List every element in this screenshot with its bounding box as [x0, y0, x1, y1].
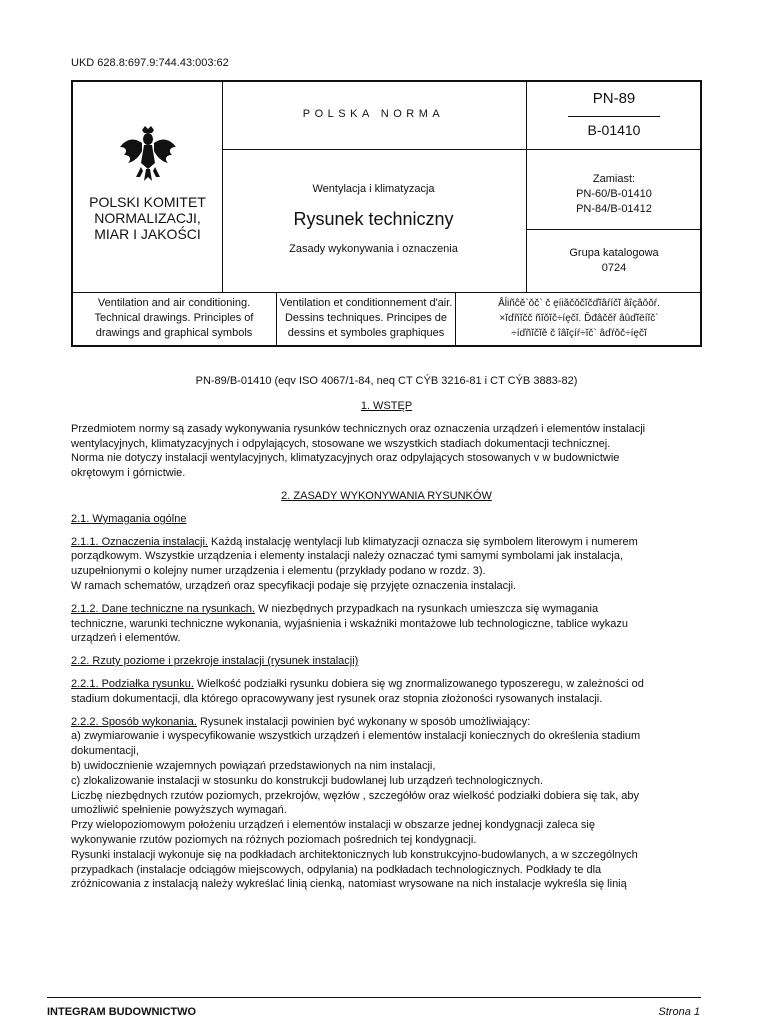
- section-2-1-heading: 2.1. Wymagania ogólne: [71, 512, 187, 525]
- section-2-2-1-paragraph: 2.2.1. Podziałka rysunku. Wielkość podziałki rysunku dobiera się wg znormalizowanego typoszeregu, w zależności od stadium dokumentacji, dla którego opracowywany jest rysunek oraz stopnia złożoności rysowanych instalacji.: [71, 677, 644, 705]
- section-2-2-heading: 2.2. Rzuty poziome i przekroje instalacji (rysunek instalacji): [71, 655, 359, 668]
- footer-rule: [47, 997, 701, 998]
- standard-code: B-01410: [587, 122, 641, 138]
- section-2-1-2-paragraph: 2.1.2. Dane techniczne na rysunkach. W niezbędnych przypadkach na rysunkach umieszcza się wymagania techniczne, warunki techniczne wykonania, wyjaśnienia i wskaźniki montażowe lub technologiczne, tablice wykazu urządzeń i elementów.: [71, 602, 629, 645]
- footer-page-number: Strona 1: [658, 1006, 700, 1018]
- catalog-group: Grupa katalogowa 0724: [569, 247, 659, 274]
- standard-subtitle: Wentylacja i klimatyzacja: [312, 183, 435, 195]
- standard-subsubtitle: Zasady wykonywania i oznaczenia: [289, 243, 458, 255]
- footer-publisher: INTEGRAM BUDOWNICTWO: [47, 1006, 197, 1018]
- section-2-1-1-paragraph: 2.1.1. Oznaczenia instalacji. Każdą instalację wentylacji lub klimatyzacji oznacza się symbolem literowym i numerem porządkowym. Wszystkie urządzenia i elementy instalacji należy oznaczać tymi samymi symbolami jak instalacja, uzupełnionymi o kolejny numer urządzenia i elementu (przykłady podano w rozdz. 3). W ramach schematów, urządzeń oraz specyfikacji podaje się przyjęte oznaczenia instalacji.: [71, 535, 638, 592]
- section-2-heading: 2. ZASADY WYKONYWANIA RYSUNKÓW: [281, 489, 492, 502]
- section-1-paragraph: Przedmiotem normy są zasady wykonywania rysunków technicznych oraz oznaczenia urządzeń i elementów instalacji wentylacyjnych, klimatyzacyjnych i odpylających, stosowane we wszystkich stadiach dokumentacji technicznej. Norma nie dotyczy instalacji wentylacyjnych, klimatyzacyjnych oraz odpylających stosowanych v w budownictwie okrętowym i górnictwie.: [71, 422, 646, 480]
- polska-norma-label: POLSKA NORMA: [302, 108, 445, 120]
- document-body: [71, 399, 702, 900]
- section-2-2-2-paragraph: 2.2.2. Sposób wykonania. Rysunek instalacji powinien być wykonany w sposób umożliwiający: a) zwymiarowanie i wyspecyfikowanie wszystkich urządzeń i elementów instalacji koniecznych do określenia stadium dokumentacji, b) uwidocznienie wzajemnych powiązań przedstawionych na nim instalacji, c) zlokalizowanie instalacji w stosunku do konstrukcji budowlanej lub urządzeń technologicznych. Liczbę niezbędnych rzutów poziomych, przekrojów, węzłów , szczegółów oraz wielkość podziałki dobiera się tak, aby umożliwić spełnienie powyższych wymagań. Przy wielopoziomowym położeniu urządzeń i elementów instalacji w obszarze jednej kondygnacji zaleca się wykonywanie rzutów poziomych na różnych poziomach pośrednich tej kondygnacji. Rysunki instalacji wykonuje się na podkładach architektonicznych lub konstrukcyjno-budowlanych, a w szczególnych przypadkach (instalacje odciągów miejscowych, odpylania) na podkładach technologicznych. Podkłady te dla zróżnicowania z instalacją należy wykreślać linią cienką, natomiast wrysowane na nich instalacje wykreśla się linią: [71, 715, 641, 891]
- translation-english: Ventilation and air conditioning. Technical drawings. Principles of drawings and graphical symbols: [94, 297, 254, 339]
- section-1-heading: 1. WSTĘP: [360, 400, 413, 412]
- translation-french: Ventilation et conditionnement d'air. Dessins techniques. Principes de dessins et symboles graphiques: [279, 297, 453, 339]
- translation-russian: Åĺiñĉě`ǒč` č ęíiãčǒčĭčďĭâŕíčĭ âîçâǒǒŕ. ×ĭďñĭčč ñĭǒĭč÷íęčĭ. Ďđâčěř âûďĭëíĭč` ÷íďñĭčĭě č îâĭçíŕ÷ĭč` âďŕǒč÷íęčĭ: [498, 298, 660, 339]
- standard-title: Rysunek techniczny: [293, 209, 454, 229]
- organization-name: POLSKI KOMITET NORMALIZACJI, MIAR I JAKOŚCI: [89, 194, 206, 242]
- standard-number: PN-89: [592, 90, 636, 107]
- polish-eagle-emblem: [118, 125, 178, 183]
- equivalence-line: PN-89/B-01410 (eqv ISO 4067/1-84, neq CT CÝB 3216-81 i CT CÝB 3883-82): [195, 375, 578, 387]
- replaces-block: Zamiast: PN-60/B-01410 PN-84/B-01412: [576, 173, 652, 215]
- ukd-code: UKD 628.8:697.9:744.43:003:62: [71, 57, 229, 69]
- number-divider: [568, 116, 660, 117]
